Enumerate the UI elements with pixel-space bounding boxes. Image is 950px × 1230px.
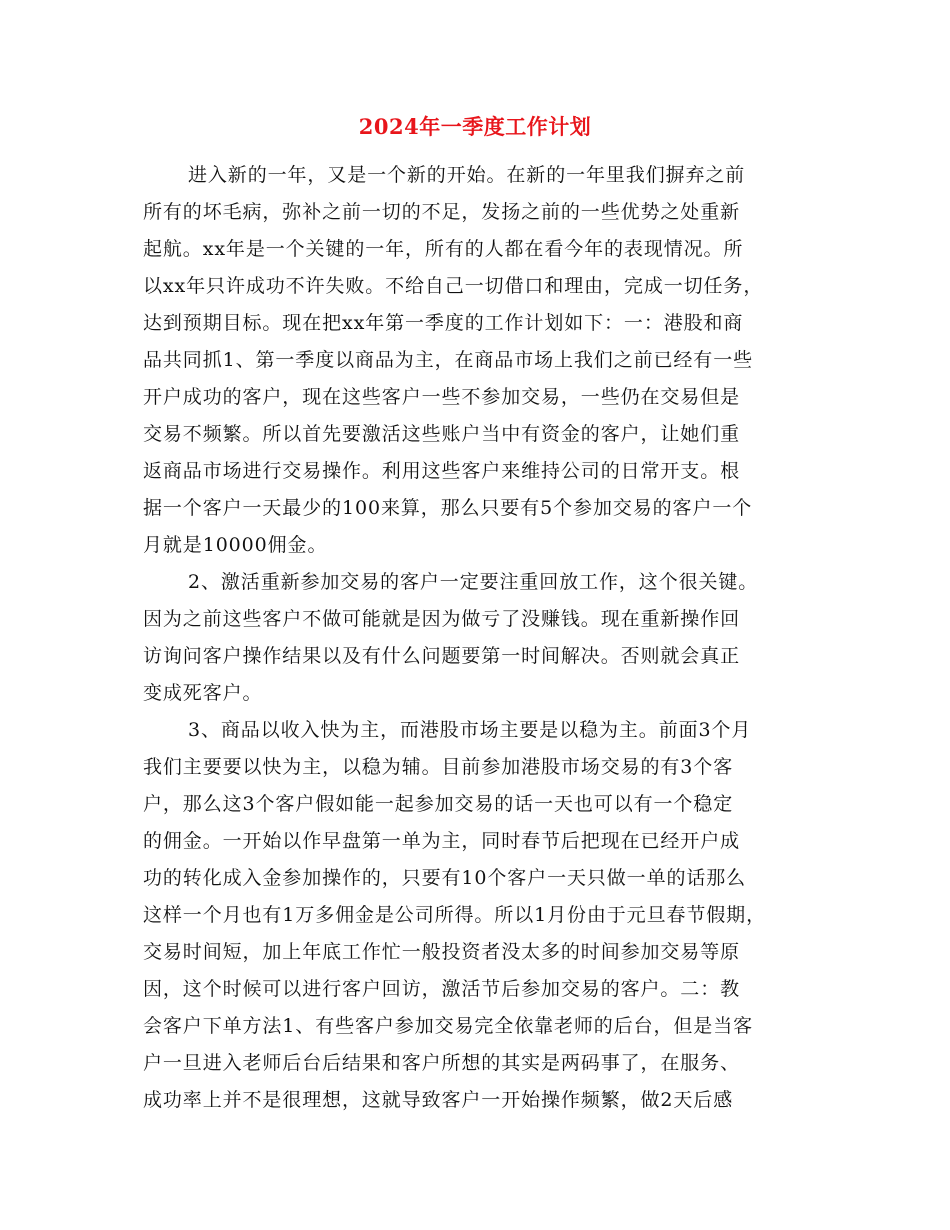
- paragraph-line: 进入新的一年，又是一个新的开始。在新的一年里我们摒弃之前: [188, 164, 746, 186]
- paragraph-line: 所有的坏毛病，弥补之前一切的不足，发扬之前的一些优势之处重新: [143, 201, 741, 223]
- paragraph-line: 成功率上并不是很理想，这就导致客户一开始操作频繁，做2天后感: [143, 1089, 734, 1111]
- paragraph-line: 交易时间短，加上年底工作忙一般投资者没太多的时间参加交易等原: [143, 941, 741, 963]
- paragraph-line: 访询问客户操作结果以及有什么问题要第一时间解决。否则就会真正: [143, 645, 741, 667]
- paragraph-line: 的佣金。一开始以作早盘第一单为主，同时春节后把现在已经开户成: [143, 830, 741, 852]
- paragraph-line: 因，这个时候可以进行客户回访，激活节后参加交易的客户。二：教: [143, 978, 741, 1000]
- paragraph-line: 因为之前这些客户不做可能就是因为做亏了没赚钱。现在重新操作回: [143, 608, 741, 630]
- paragraph-line: 3、商品以收入快为主，而港股市场主要是以稳为主。前面3个月: [188, 719, 752, 741]
- paragraph-line: 开户成功的客户，现在这些客户一些不参加交易，一些仍在交易但是: [143, 386, 741, 408]
- paragraph-line: 2、激活重新参加交易的客户一定要注重回放工作，这个很关键。: [188, 571, 759, 593]
- paragraph-line: 交易不频繁。所以首先要激活这些账户当中有资金的客户，让她们重: [143, 423, 741, 445]
- paragraph-line: 会客户下单方法1、有些客户参加交易完全依靠老师的后台，但是当客: [143, 1015, 753, 1037]
- paragraph-line: 达到预期目标。现在把xx年第一季度的工作计划如下：一：港股和商: [143, 312, 744, 334]
- paragraph-line: 月就是10000佣金。: [143, 534, 328, 556]
- paragraph-line: 变成死客户。: [143, 682, 263, 704]
- document-title: 2024年一季度工作计划: [358, 114, 592, 139]
- paragraph-line: 户，那么这3个客户假如能一起参加交易的话一天也可以有一个稳定: [143, 793, 734, 815]
- paragraph-line: 品共同抓1、第一季度以商品为主，在商品市场上我们之前已经有一些: [143, 349, 753, 371]
- paragraph-line: 我们主要要以快为主，以稳为辅。目前参加港股市场交易的有3个客: [143, 756, 734, 778]
- paragraph-line: 据一个客户一天最少的100来算，那么只要有5个参加交易的客户一个: [143, 497, 753, 519]
- paragraph-line: 返商品市场进行交易操作。利用这些客户来维持公司的日常开支。根: [143, 460, 741, 482]
- paragraph-line: 功的转化成入金参加操作的，只要有10个客户一天只做一单的话那么: [143, 867, 747, 889]
- paragraph-line: 这样一个月也有1万多佣金是公司所得。所以1月份由于元旦春节假期，: [143, 904, 766, 926]
- paragraph-line: 起航。xx年是一个关键的一年，所有的人都在看今年的表现情况。所: [143, 238, 744, 260]
- paragraph-line: 以xx年只许成功不许失败。不给自己一切借口和理由，完成一切任务，: [143, 275, 764, 297]
- paragraph-line: 户一旦进入老师后台后结果和客户所想的其实是两码事了，在服务、: [143, 1052, 741, 1074]
